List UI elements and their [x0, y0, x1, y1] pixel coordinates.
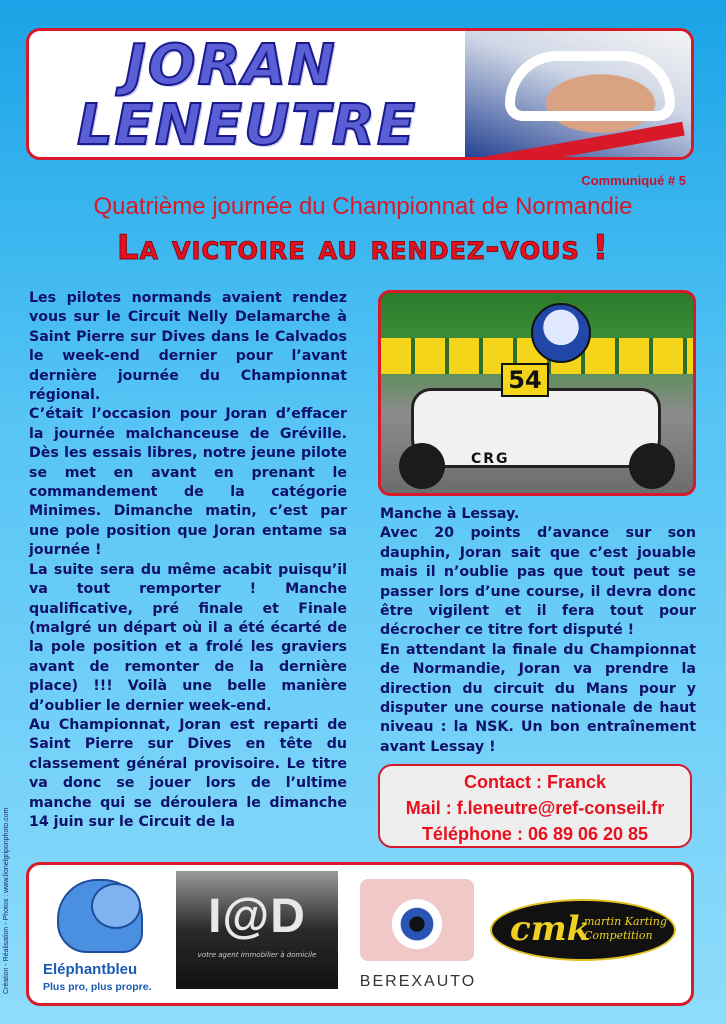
kart-wheel: [399, 443, 445, 489]
eye-icon: [360, 879, 474, 961]
title-last-name: LENEUTRE: [77, 93, 418, 158]
subtitle: Quatrième journée du Championnat de Normandie: [93, 193, 633, 220]
cmk-subtitle: [584, 915, 667, 943]
contact-phone[interactable]: Téléphone : 06 89 06 20 85: [421, 824, 649, 844]
elephant-name-part: bleu: [106, 961, 138, 978]
paragraph: Manche à Lessay.: [380, 506, 520, 522]
contact-email[interactable]: Mail : f.leneutre@ref-conseil.fr: [405, 798, 665, 818]
driver-helmet-photo: [465, 31, 691, 160]
article-left-column: [29, 289, 347, 832]
photo-credit: Création - Réalisation - Photos : www.lionelgriponphoto.com: [3, 807, 10, 994]
paragraph: Avec 20 points d’avance sur son dauphin, Joran sait que c’est jouable mais il n’oublie pas que tout peut se passer lors d’une course, il devra donc être vigilent et il fera tout pour décrocher ce titre fort disputé !: [380, 525, 696, 639]
headline: La victoire au rendez-vous !: [116, 228, 610, 268]
kart-body: [411, 388, 661, 468]
cmk-line: Competition: [584, 929, 653, 942]
cmk-name: cmk: [510, 909, 591, 949]
driver-helmet: [531, 303, 591, 363]
chassis-brand: CRG: [471, 451, 510, 467]
iad-name: I@D: [208, 890, 306, 943]
helmet-stripe: [485, 122, 684, 160]
article-right-column: [380, 505, 696, 757]
contact-box: [378, 764, 692, 848]
elephant-bleu-logo: [39, 873, 169, 999]
sponsors-banner: [26, 862, 694, 1006]
communique-number: Communiqué # 5: [581, 173, 686, 188]
iad-tagline: votre agent immobilier à domicile: [197, 951, 317, 959]
elephant-ear-icon: [91, 883, 141, 929]
kart-wheel: [629, 443, 675, 489]
iad-logo: [176, 871, 338, 989]
contact-name: Contact : Franck: [463, 772, 607, 792]
paragraph: En attendant la finale du Championnat de Normandie, Joran va prendre la direction du circuit du Mans pour y disputer une course nationale de haut niveau : la NSK. Un bon entraînement avant Lessay !: [380, 641, 696, 755]
title-first-name: JORAN: [125, 33, 337, 98]
paragraph: C’était l’occasion pour Joran d’effacer la journée malchanceuse de Gréville. Dès les essais libres, notre jeune pilote se met en avant en prenant le commandement de la catégorie Minimes. Dimanche matin, c’est par une pole position que Joran entame sa journée !: [29, 406, 347, 559]
elephant-name-part: Eléphant: [43, 961, 107, 978]
helmet-visor: [505, 51, 675, 121]
berexauto-name: BEREXAUTO: [359, 973, 477, 990]
paragraph: Au Championnat, Joran est reparti de Saint Pierre sur Dives en tête du classement général provisoire. Le titre va donc se jouer lors de l’ultime manche qui se déroulera le dimanche 14 juin sur le Circuit de la: [29, 716, 347, 830]
berexauto-logo: [356, 875, 486, 995]
paragraph: La suite sera du même acabit puisqu’il va tout remporter ! Manche qualificative, pré finale et Finale (malgré un départ où il a été écarté de la pole position et a frolé les graviers avant de remonter de la dernière place) !!! Voilà une belle manière d’oublier le dernier week-end.: [29, 561, 347, 714]
elephant-brand-name: [43, 961, 137, 978]
header-banner: [26, 28, 694, 160]
kart-race-photo: [378, 290, 696, 496]
cmk-logo: [490, 899, 676, 961]
cmk-line: martin Karting: [584, 915, 667, 928]
elephant-tagline: Plus pro, plus propre.: [43, 981, 152, 993]
paragraph: Les pilotes normands avaient rendez vous sur le Circuit Nelly Delamarche à Saint Pierre sur Dives dans le Calvados le week-end dernier pour l’avant dernière journée du Championnat régional.: [29, 290, 347, 404]
kart-number-plate: 54: [501, 363, 549, 397]
